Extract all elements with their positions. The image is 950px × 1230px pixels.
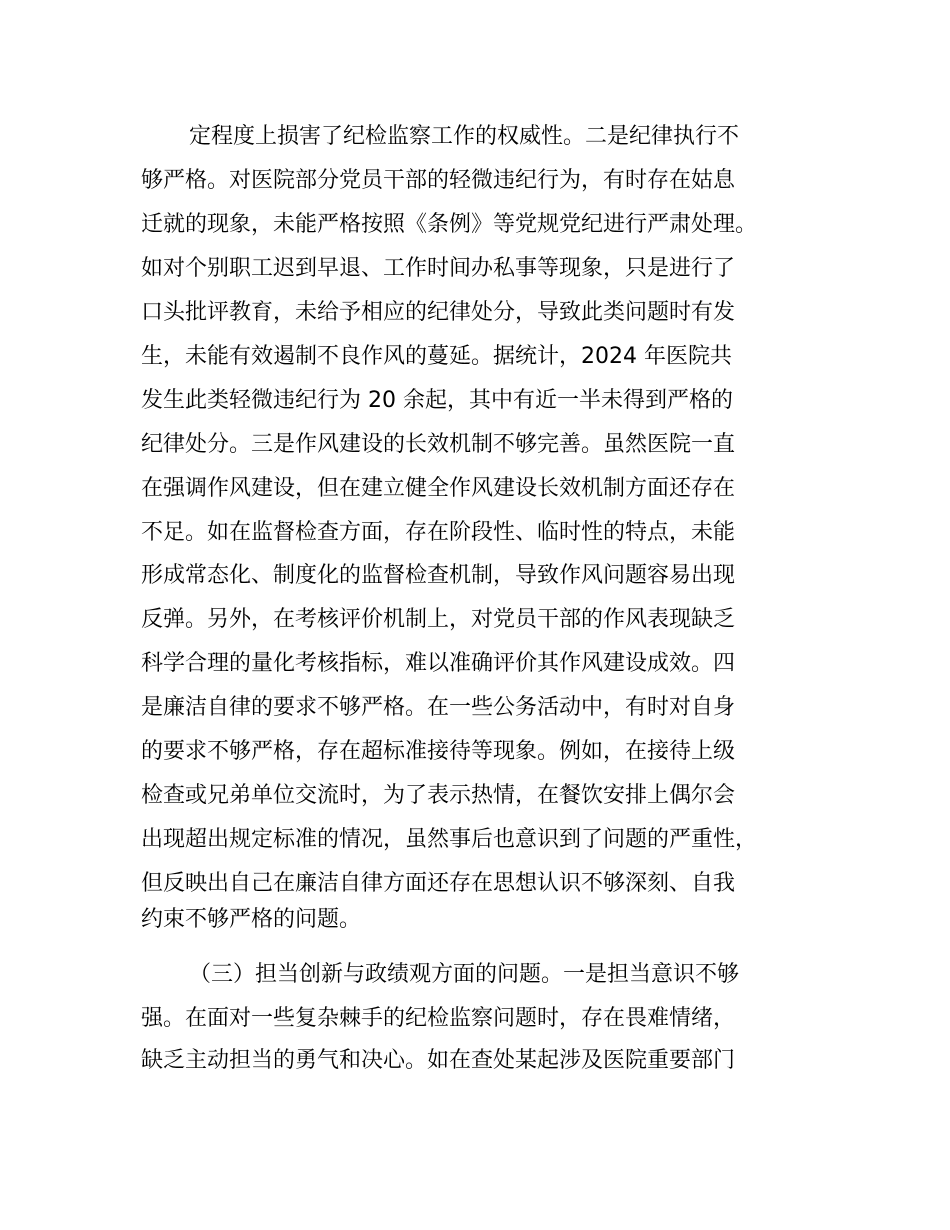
text-line: 够严格。对医院部分党员干部的轻微违纪行为，有时存在姑息 xyxy=(141,168,736,193)
text-line: 科学合理的量化考核指标，难以准确评价其作风建设成效。四 xyxy=(141,651,736,676)
text-line: 如对个别职工迟到早退、工作时间办私事等现象，只是进行了 xyxy=(141,256,736,281)
text-line: 口头批评教育，未给予相应的纪律处分，导致此类问题时有发 xyxy=(141,300,736,325)
text-line: 的要求不够严格，存在超标准接待等现象。例如，在接待上级 xyxy=(141,739,736,764)
text-line: 不足。如在监督检查方面，存在阶段性、临时性的特点，未能 xyxy=(141,520,736,545)
text-line: 强。在面对一些复杂棘手的纪检监察问题时，存在畏难情绪， xyxy=(141,1006,736,1031)
text-line: 纪律处分。三是作风建设的长效机制不够完善。虽然医院一直 xyxy=(141,432,736,457)
text-line: 但反映出自己在廉洁自律方面还存在思想认识不够深刻、自我 xyxy=(141,871,736,896)
section-heading-line: （三）担当创新与政绩观方面的问题。一是担当意识不够 xyxy=(189,962,740,987)
text-line: 形成常态化、制度化的监督检查机制，导致作风问题容易出现 xyxy=(141,563,736,588)
text-line: 生，未能有效遏制不良作风的蔓延。据统计，2024 年医院共 xyxy=(141,344,732,369)
text-line: 反弹。另外，在考核评价机制上，对党员干部的作风表现缺乏 xyxy=(141,607,736,632)
text-line: 检查或兄弟单位交流时，为了表示热情，在餐饮安排上偶尔会 xyxy=(141,783,736,808)
text-line: 在强调作风建设，但在建立健全作风建设长效机制方面还存在 xyxy=(141,476,736,501)
text-line: 发生此类轻微违纪行为 20 余起，其中有近一半未得到严格的 xyxy=(141,388,733,413)
text-line: 约束不够严格的问题。 xyxy=(141,907,362,932)
text-line: 是廉洁自律的要求不够严格。在一些公务活动中，有时对自身 xyxy=(141,695,736,720)
text-line: 出现超出规定标准的情况，虽然事后也意识到了问题的严重性， xyxy=(141,827,758,852)
text-line: 定程度上损害了纪检监察工作的权威性。二是纪律执行不 xyxy=(189,124,740,149)
text-line: 缺乏主动担当的勇气和决心。如在查处某起涉及医院重要部门 xyxy=(141,1048,736,1073)
text-line: 迁就的现象，未能严格按照《条例》等党规党纪进行严肃处理。 xyxy=(141,212,758,237)
